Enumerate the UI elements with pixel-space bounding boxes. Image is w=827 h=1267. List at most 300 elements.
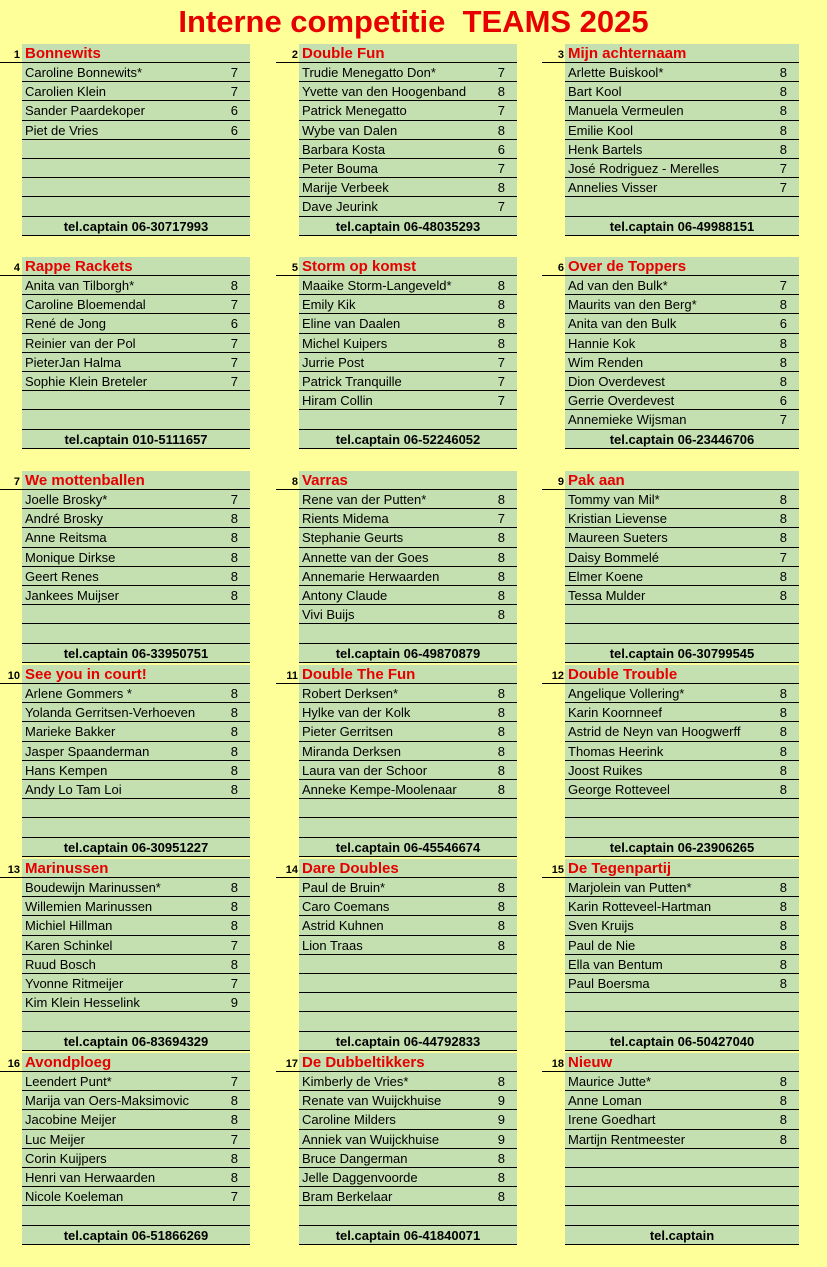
team-name: Rappe Rackets [22, 257, 250, 276]
player-name: Laura van der Schoor [302, 762, 428, 778]
player-row [565, 605, 799, 624]
team-number-underline [542, 877, 565, 878]
player-row [299, 391, 517, 410]
player-name: Anneke Kempe-Moolenaar [302, 781, 457, 797]
player-row [565, 799, 799, 818]
player-row [565, 897, 799, 916]
player-row [22, 916, 250, 935]
player-rating: 7 [230, 1074, 238, 1089]
player-name: Yvonne Ritmeijer [25, 975, 124, 991]
player-name: Tommy van Mil* [568, 492, 660, 507]
player-name: Ruud Bosch [25, 956, 96, 972]
player-name: Patrick Tranquille [302, 373, 402, 389]
player-name: Corin Kuijpers [25, 1150, 107, 1166]
player-row [22, 490, 250, 509]
player-name: Jurrie Post [302, 354, 365, 370]
player-name: Hannie Kok [568, 335, 636, 351]
player-name: Antony Claude [302, 587, 388, 603]
captain-phone: tel.captain 06-23446706 [565, 430, 799, 449]
player-rating: 8 [497, 530, 505, 546]
team-number-underline [542, 489, 565, 490]
team-number: 4 [13, 262, 20, 274]
player-name: Hans Kempen [25, 762, 108, 778]
team-name: Mijn achternaam [565, 44, 799, 63]
player-name: Paul Boersma [568, 975, 650, 991]
player-name: Pieter Gerritsen [302, 724, 394, 740]
player-row [299, 1149, 517, 1168]
team-name: Pak aan [565, 471, 799, 490]
player-rating: 8 [230, 1169, 238, 1185]
player-name: Rene van der Putten* [302, 492, 427, 507]
player-row [299, 722, 517, 741]
player-rating: 8 [230, 568, 238, 584]
player-rating: 8 [230, 762, 238, 778]
player-name: Lion Traas [302, 937, 363, 953]
player-rating: 6 [230, 122, 238, 138]
player-name: Willemien Marinussen [25, 899, 153, 915]
player-row [299, 818, 517, 837]
player-list [299, 1072, 517, 1245]
player-row [299, 121, 517, 140]
player-rating: 7 [230, 84, 238, 100]
player-row [565, 1072, 799, 1091]
player-row [299, 605, 517, 624]
player-row [22, 955, 250, 974]
team-name: Nieuw [565, 1053, 799, 1072]
player-row [22, 101, 250, 120]
player-rating: 8 [497, 743, 505, 759]
player-rating: 8 [497, 607, 505, 623]
player-name: Astrid de Neyn van Hoogwerff [568, 724, 741, 740]
player-row [299, 1206, 517, 1225]
player-row [22, 703, 250, 722]
player-row [299, 509, 517, 528]
player-list [565, 878, 799, 1051]
player-row [565, 197, 799, 216]
player-name: Ad van den Bulk* [568, 278, 668, 293]
player-list [22, 276, 250, 449]
player-row [565, 936, 799, 955]
player-rating: 8 [779, 492, 787, 507]
team-number-underline [276, 275, 299, 276]
player-row [22, 295, 250, 314]
player-row [22, 353, 250, 372]
player-name: Caroline Bonnewits* [25, 65, 143, 80]
player-row [299, 410, 517, 429]
captain-phone: tel.captain 06-83694329 [22, 1032, 250, 1051]
captain-phone: tel.captain 010-5111657 [22, 430, 250, 449]
team-number: 10 [7, 670, 20, 682]
player-row [22, 314, 250, 333]
player-name: Michiel Hillman [25, 918, 113, 934]
player-row [299, 82, 517, 101]
player-rating: 6 [230, 103, 238, 119]
player-rating: 8 [230, 743, 238, 759]
player-rating: 8 [779, 724, 787, 740]
captain-phone: tel.captain 06-51866269 [22, 1226, 250, 1245]
player-row [565, 140, 799, 159]
player-row [22, 761, 250, 780]
player-row [22, 799, 250, 818]
player-name: Annemarie Herwaarden [302, 568, 440, 584]
player-row [22, 605, 250, 624]
player-rating: 8 [497, 297, 505, 313]
player-row [299, 1012, 517, 1031]
player-rating: 9 [497, 1131, 505, 1147]
player-row [565, 276, 799, 295]
player-name: Astrid Kuhnen [302, 918, 384, 934]
player-row [22, 372, 250, 391]
team-number: 9 [557, 476, 564, 488]
player-rating: 7 [779, 180, 787, 196]
player-name: André Brosky [25, 511, 104, 527]
player-rating: 8 [779, 1093, 787, 1109]
player-rating: 7 [497, 199, 505, 215]
player-rating: 8 [779, 141, 787, 157]
player-rating: 6 [230, 316, 238, 332]
player-name: Bram Berkelaar [302, 1189, 393, 1205]
player-rating: 8 [497, 899, 505, 915]
player-row [22, 1206, 250, 1225]
player-row [565, 993, 799, 1012]
player-row [299, 799, 517, 818]
player-row [565, 391, 799, 410]
player-name: Paul de Nie [568, 937, 636, 953]
player-rating: 8 [497, 122, 505, 138]
player-row [22, 624, 250, 643]
player-row [299, 761, 517, 780]
player-list [565, 490, 799, 663]
team-name: Double The Fun [299, 665, 517, 684]
player-name: Emily Kik [302, 297, 356, 313]
player-name: Kristian Lievense [568, 511, 667, 527]
player-rating: 7 [779, 549, 787, 565]
team-number-underline [542, 275, 565, 276]
player-rating: 8 [779, 956, 787, 972]
team-name: Bonnewits [22, 44, 250, 63]
player-rating: 8 [497, 705, 505, 721]
player-row [299, 780, 517, 799]
player-rating: 8 [779, 587, 787, 603]
player-name: Arlette Buiskool* [568, 65, 664, 80]
player-rating: 8 [497, 918, 505, 934]
player-name: Luc Meijer [25, 1131, 85, 1147]
player-rating: 8 [779, 335, 787, 351]
team-name: Double Fun [299, 44, 517, 63]
player-rating: 6 [779, 393, 787, 409]
player-name: Elmer Koene [568, 568, 644, 584]
player-rating: 8 [779, 122, 787, 138]
player-row [565, 63, 799, 82]
player-row [22, 878, 250, 897]
captain-phone: tel.captain 06-49988151 [565, 217, 799, 236]
player-name: Maureen Sueters [568, 530, 668, 546]
player-rating: 8 [230, 918, 238, 934]
player-list [299, 878, 517, 1051]
captain-phone: tel.captain 06-30951227 [22, 838, 250, 857]
team-number-underline [276, 683, 299, 684]
player-row [22, 1149, 250, 1168]
player-list [299, 684, 517, 857]
player-name: Thomas Heerink [568, 743, 664, 759]
player-rating: 8 [230, 724, 238, 740]
player-row [299, 197, 517, 216]
player-rating: 8 [230, 530, 238, 546]
player-list [22, 63, 250, 236]
player-row [22, 121, 250, 140]
player-row [299, 372, 517, 391]
player-rating: 8 [497, 937, 505, 953]
player-rating: 7 [230, 335, 238, 351]
player-row [22, 1012, 250, 1031]
player-row [565, 780, 799, 799]
player-row [565, 1091, 799, 1110]
captain-phone: tel.captain 06-48035293 [299, 217, 517, 236]
player-name: Trudie Menegatto Don* [302, 65, 436, 80]
player-rating: 8 [497, 880, 505, 895]
player-rating: 8 [779, 1074, 787, 1089]
player-rating: 7 [497, 393, 505, 409]
player-name: Marije Verbeek [302, 180, 389, 196]
player-rating: 8 [230, 587, 238, 603]
player-name: Reinier van der Pol [25, 335, 136, 351]
player-name: Bruce Dangerman [302, 1150, 408, 1166]
player-name: Daisy Bommelé [568, 549, 660, 565]
player-rating: 6 [779, 316, 787, 332]
player-name: Henk Bartels [568, 141, 643, 157]
player-row [22, 1130, 250, 1149]
player-name: Geert Renes [25, 568, 99, 584]
team-name: Marinussen [22, 859, 250, 878]
player-row [299, 101, 517, 120]
player-row [22, 936, 250, 955]
player-name: Sophie Klein Breteler [25, 373, 148, 389]
player-row [22, 780, 250, 799]
player-rating: 7 [230, 373, 238, 389]
player-rating: 8 [230, 511, 238, 527]
player-row [299, 993, 517, 1012]
player-rating: 8 [497, 278, 505, 293]
team-name: Storm op komst [299, 257, 517, 276]
player-rating: 8 [230, 686, 238, 701]
player-rating: 7 [230, 1131, 238, 1147]
team-number-underline [0, 275, 22, 276]
player-rating: 8 [497, 724, 505, 740]
player-row [22, 548, 250, 567]
player-rating: 8 [779, 975, 787, 991]
player-rating: 8 [779, 1131, 787, 1147]
player-rating: 8 [779, 705, 787, 721]
player-row [565, 178, 799, 197]
player-name: Marija van Oers-Maksimovic [25, 1093, 189, 1109]
player-row [22, 586, 250, 605]
player-row [565, 548, 799, 567]
player-name: Barbara Kosta [302, 141, 386, 157]
player-row [565, 1149, 799, 1168]
team-number: 12 [551, 670, 564, 682]
player-rating: 9 [230, 995, 238, 1011]
player-row [565, 818, 799, 837]
player-rating: 8 [779, 686, 787, 701]
player-name: Robert Derksen* [302, 686, 399, 701]
player-name: Kimberly de Vries* [302, 1074, 409, 1089]
player-name: Karin Koornneef [568, 705, 662, 721]
player-row [22, 334, 250, 353]
player-row [299, 1091, 517, 1110]
player-row [22, 1168, 250, 1187]
player-row [299, 159, 517, 178]
player-row [565, 567, 799, 586]
player-rating: 7 [497, 160, 505, 176]
player-rating: 9 [497, 1112, 505, 1128]
player-name: Gerrie Overdevest [568, 393, 675, 409]
player-row [299, 624, 517, 643]
player-name: Piet de Vries [25, 122, 99, 138]
player-row [299, 1110, 517, 1129]
player-name: Tessa Mulder [568, 587, 646, 603]
player-name: PieterJan Halma [25, 354, 122, 370]
player-row [565, 684, 799, 703]
player-row [299, 974, 517, 993]
player-row [22, 1110, 250, 1129]
team-number-underline [0, 489, 22, 490]
player-row [22, 1072, 250, 1091]
player-name: Renate van Wuijckhuise [302, 1093, 442, 1109]
player-name: Jelle Daggenvoorde [302, 1169, 418, 1185]
player-name: George Rotteveel [568, 781, 670, 797]
player-name: Arlene Gommers * [25, 686, 132, 701]
team-name: De Tegenpartij [565, 859, 799, 878]
player-row [565, 955, 799, 974]
player-row [565, 490, 799, 509]
player-rating: 7 [230, 297, 238, 313]
page-title: Interne competitie TEAMS 2025 [178, 4, 649, 39]
player-name: Rients Midema [302, 511, 389, 527]
player-rating: 7 [230, 937, 238, 953]
player-name: Nicole Koeleman [25, 1189, 124, 1205]
player-row [22, 528, 250, 547]
player-rating: 8 [497, 84, 505, 100]
player-rating: 8 [779, 899, 787, 915]
player-name: José Rodriguez - Merelles [568, 160, 720, 176]
player-row [299, 742, 517, 761]
player-row [565, 101, 799, 120]
player-rating: 8 [230, 880, 238, 895]
player-list [22, 490, 250, 663]
player-rating: 7 [779, 278, 787, 293]
player-row [22, 509, 250, 528]
player-row [22, 276, 250, 295]
player-rating: 8 [779, 65, 787, 80]
team-number-underline [276, 877, 299, 878]
player-name: Bart Kool [568, 84, 622, 100]
player-name: Annette van der Goes [302, 549, 429, 565]
player-name: Annelies Visser [568, 180, 658, 196]
player-rating: 9 [497, 1093, 505, 1109]
team-name: We mottenballen [22, 471, 250, 490]
player-name: Maaike Storm-Langeveld* [302, 278, 452, 293]
player-row [22, 818, 250, 837]
player-name: Hiram Collin [302, 393, 373, 409]
player-rating: 8 [497, 1074, 505, 1089]
player-rating: 7 [497, 65, 505, 80]
player-name: Irene Goedhart [568, 1112, 656, 1128]
captain-phone: tel.captain 06-50427040 [565, 1032, 799, 1051]
player-rating: 8 [779, 84, 787, 100]
player-rating: 8 [230, 549, 238, 565]
player-name: Ella van Bentum [568, 956, 663, 972]
player-row [299, 490, 517, 509]
captain-phone: tel.captain 06-23906265 [565, 838, 799, 857]
player-name: Marieke Bakker [25, 724, 116, 740]
player-row [299, 955, 517, 974]
player-name: Yvette van den Hoogenband [302, 84, 467, 100]
player-name: Marjolein van Putten* [568, 880, 692, 895]
player-rating: 8 [230, 1150, 238, 1166]
player-name: Caroline Milders [302, 1112, 396, 1128]
player-row [22, 974, 250, 993]
player-rating: 8 [497, 568, 505, 584]
team-number: 7 [13, 476, 20, 488]
team-number: 17 [285, 1058, 298, 1070]
player-name: Patrick Menegatto [302, 103, 407, 119]
player-name: Joelle Brosky* [25, 492, 108, 507]
player-name: Vivi Buijs [302, 607, 355, 623]
player-row [299, 1072, 517, 1091]
player-name: Maurice Jutte* [568, 1074, 652, 1089]
player-row [565, 586, 799, 605]
player-row [22, 82, 250, 101]
team-name: Dare Doubles [299, 859, 517, 878]
player-name: Stephanie Geurts [302, 530, 404, 546]
player-rating: 8 [230, 278, 238, 293]
player-name: Jankees Muijser [25, 587, 119, 603]
player-row [299, 1187, 517, 1206]
player-row [299, 63, 517, 82]
player-rating: 7 [497, 103, 505, 119]
player-rating: 8 [779, 743, 787, 759]
player-name: Michel Kuipers [302, 335, 388, 351]
player-rating: 8 [779, 1112, 787, 1128]
player-rating: 8 [497, 549, 505, 565]
team-number-underline [0, 683, 22, 684]
player-row [299, 897, 517, 916]
player-row [299, 703, 517, 722]
captain-phone: tel.captain [565, 1226, 799, 1245]
player-list [22, 1072, 250, 1245]
player-rating: 8 [779, 937, 787, 953]
player-name: Manuela Vermeulen [568, 103, 684, 119]
player-rating: 7 [779, 160, 787, 176]
player-name: Carolien Klein [25, 84, 106, 100]
captain-phone: tel.captain 06-52246052 [299, 430, 517, 449]
player-row [565, 1187, 799, 1206]
player-name: Karin Rotteveel-Hartman [568, 899, 712, 915]
team-number: 1 [13, 49, 20, 61]
player-name: Dion Overdevest [568, 373, 665, 389]
player-row [565, 703, 799, 722]
player-row [565, 624, 799, 643]
team-name: De Dubbeltikkers [299, 1053, 517, 1072]
player-row [22, 897, 250, 916]
player-name: Maurits van den Berg* [568, 297, 697, 313]
player-row [565, 1012, 799, 1031]
player-row [565, 509, 799, 528]
player-name: Yolanda Gerritsen-Verhoeven [25, 705, 196, 721]
player-list [299, 276, 517, 449]
captain-phone: tel.captain 06-30717993 [22, 217, 250, 236]
player-row [299, 528, 517, 547]
